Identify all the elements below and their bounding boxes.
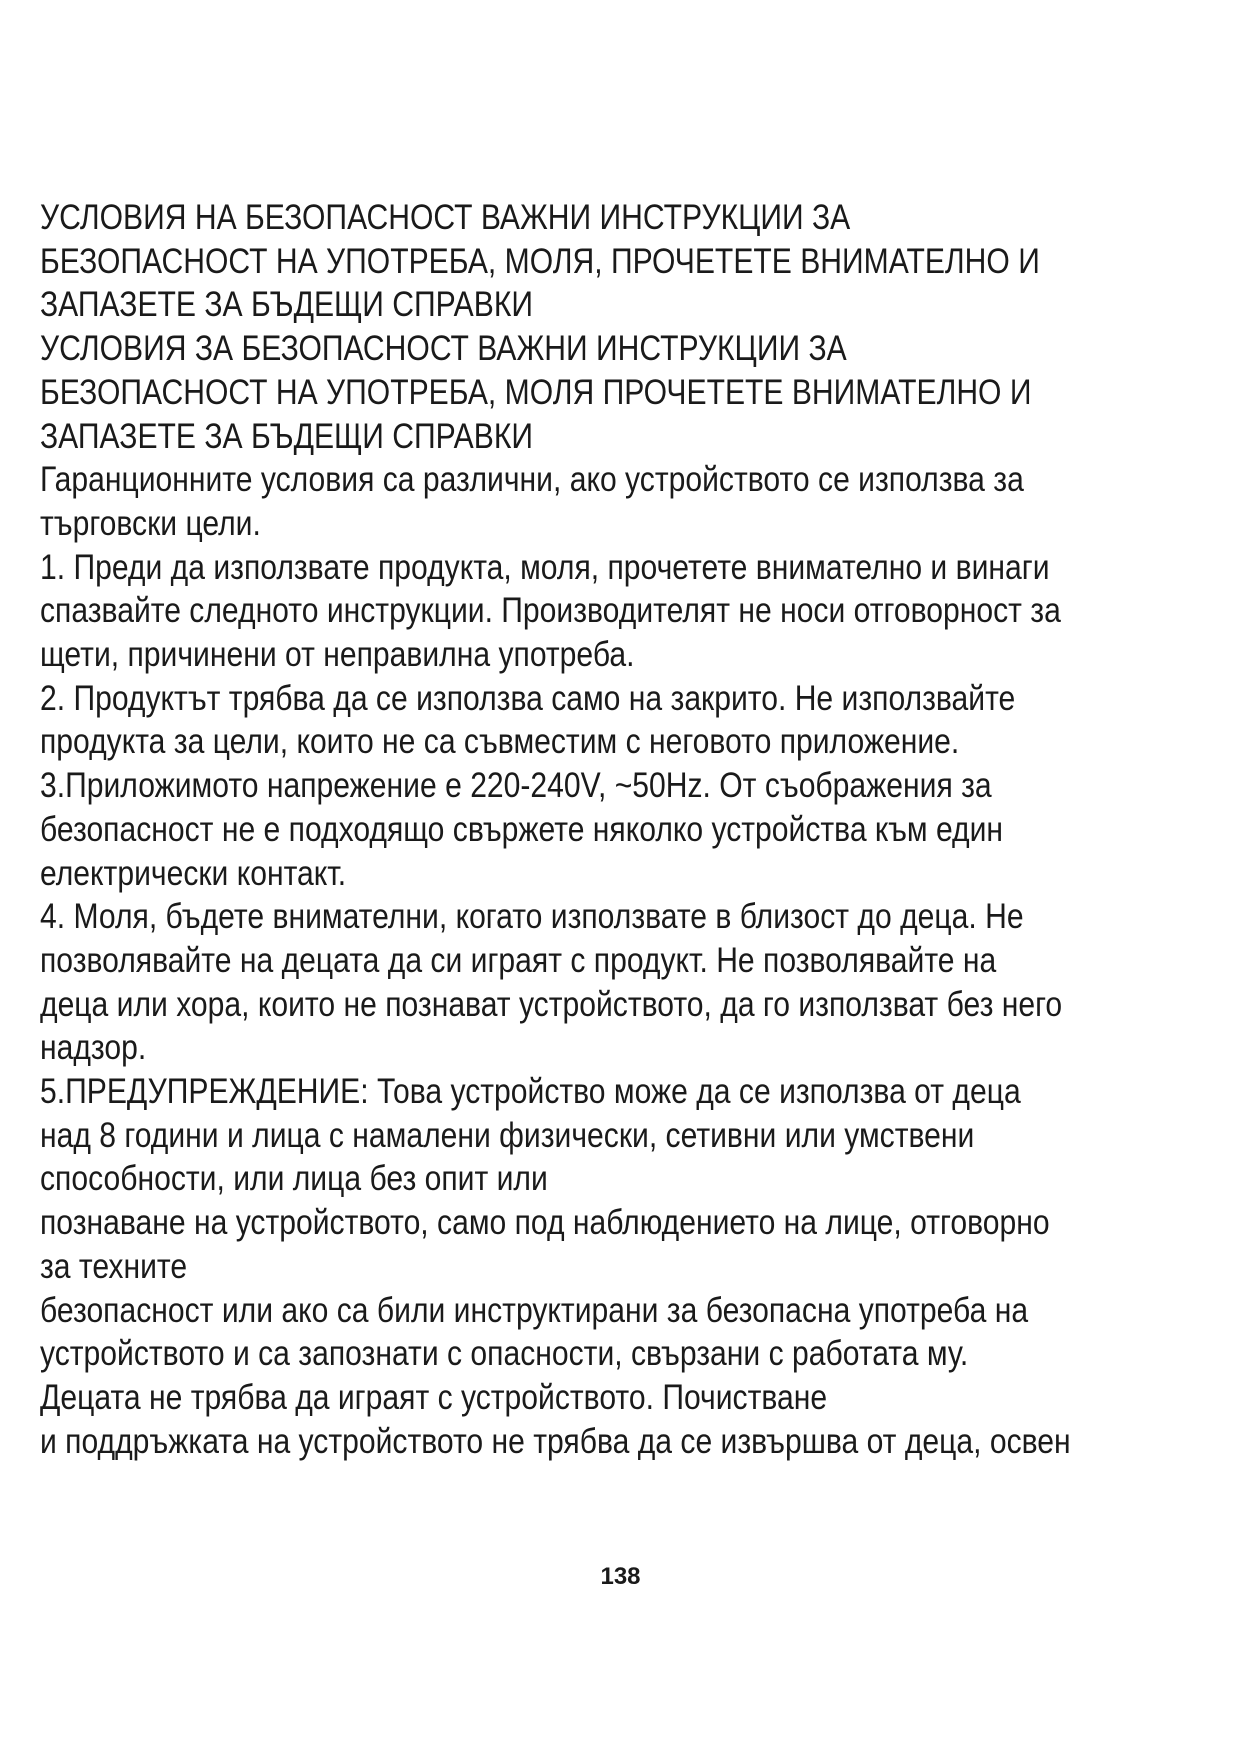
text-line: БЕЗОПАСНОСТ НА УПОТРЕБА, МОЛЯ ПРОЧЕТЕТЕ ВНИМАТЕЛНО И [40,372,1032,412]
text-line: 3.Приложимото напрежение е 220-240V, ~50Hz. От съображения за [40,766,992,806]
text-line: Гаранционните условия са различни, ако устройството се използва за [40,460,1024,500]
text-line: безопасност не е подходящо свържете няколко устройства към един [40,809,1004,849]
text-line: и поддръжката на устройството не трябва да се извършва от деца, освен [40,1421,1071,1461]
text-line: способности, или лица без опит или [40,1159,548,1199]
text-line: 4. Моля, бъдете внимателни, когато използвате в близост до деца. Не [40,897,1024,937]
text-line: надзор. [40,1028,147,1068]
text-line: над 8 години и лица с намалени физически, сетивни или умствени [40,1115,975,1155]
text-line: търговски цели. [40,503,261,543]
page-number: 138 [600,1563,641,1590]
text-line: УСЛОВИЯ ЗА БЕЗОПАСНОСТ ВАЖНИ ИНСТРУКЦИИ ЗА [40,329,847,369]
text-line: ЗАПАЗЕТЕ ЗА БЪДЕЩИ СПРАВКИ [40,285,534,325]
text-line: позволявайте на децата да си играят с продукт. Не позволявайте на [40,940,997,980]
text-line: 5.ПРЕДУПРЕЖДЕНИЕ: Това устройство може да се използва от деца [40,1072,1021,1112]
text-line: Децата не трябва да играят с устройството. Почистване [40,1377,828,1417]
text-line: БЕЗОПАСНОСТ НА УПОТРЕБА, МОЛЯ, ПРОЧЕТЕТЕ ВНИМАТЕЛНО И [40,241,1040,281]
text-line: безопасност или ако са били инструктирани за безопасна употреба на [40,1290,1029,1330]
text-line: електрически контакт. [40,853,347,893]
text-line: УСЛОВИЯ НА БЕЗОПАСНОСТ ВАЖНИ ИНСТРУКЦИИ ЗА [40,198,851,237]
text-line: продукта за цели, които не са съвместим с неговото приложение. [40,722,960,762]
text-line: 1. Преди да използвате продукта, моля, прочетете внимателно и винаги [40,547,1050,587]
document-body [40,196,1210,1463]
text-line: устройството и са запознати с опасности, свързани с работата му. [40,1334,969,1374]
text-line: за техните [40,1246,188,1286]
text-line: деца или хора, които не познават устройството, да го използват без него [40,984,1063,1024]
text-line: щети, причинени от неправилна употреба. [40,635,635,675]
text-line: спазвайте следното инструкции. Производителят не носи отговорност за [40,591,1061,631]
text-line: познаване на устройството, само под наблюдението на лице, отговорно [40,1203,1050,1243]
text-line: ЗАПАЗЕТЕ ЗА БЪДЕЩИ СПРАВКИ [40,416,534,456]
text-line: 2. Продуктът трябва да се използва само на закрито. Не използвайте [40,678,1016,718]
